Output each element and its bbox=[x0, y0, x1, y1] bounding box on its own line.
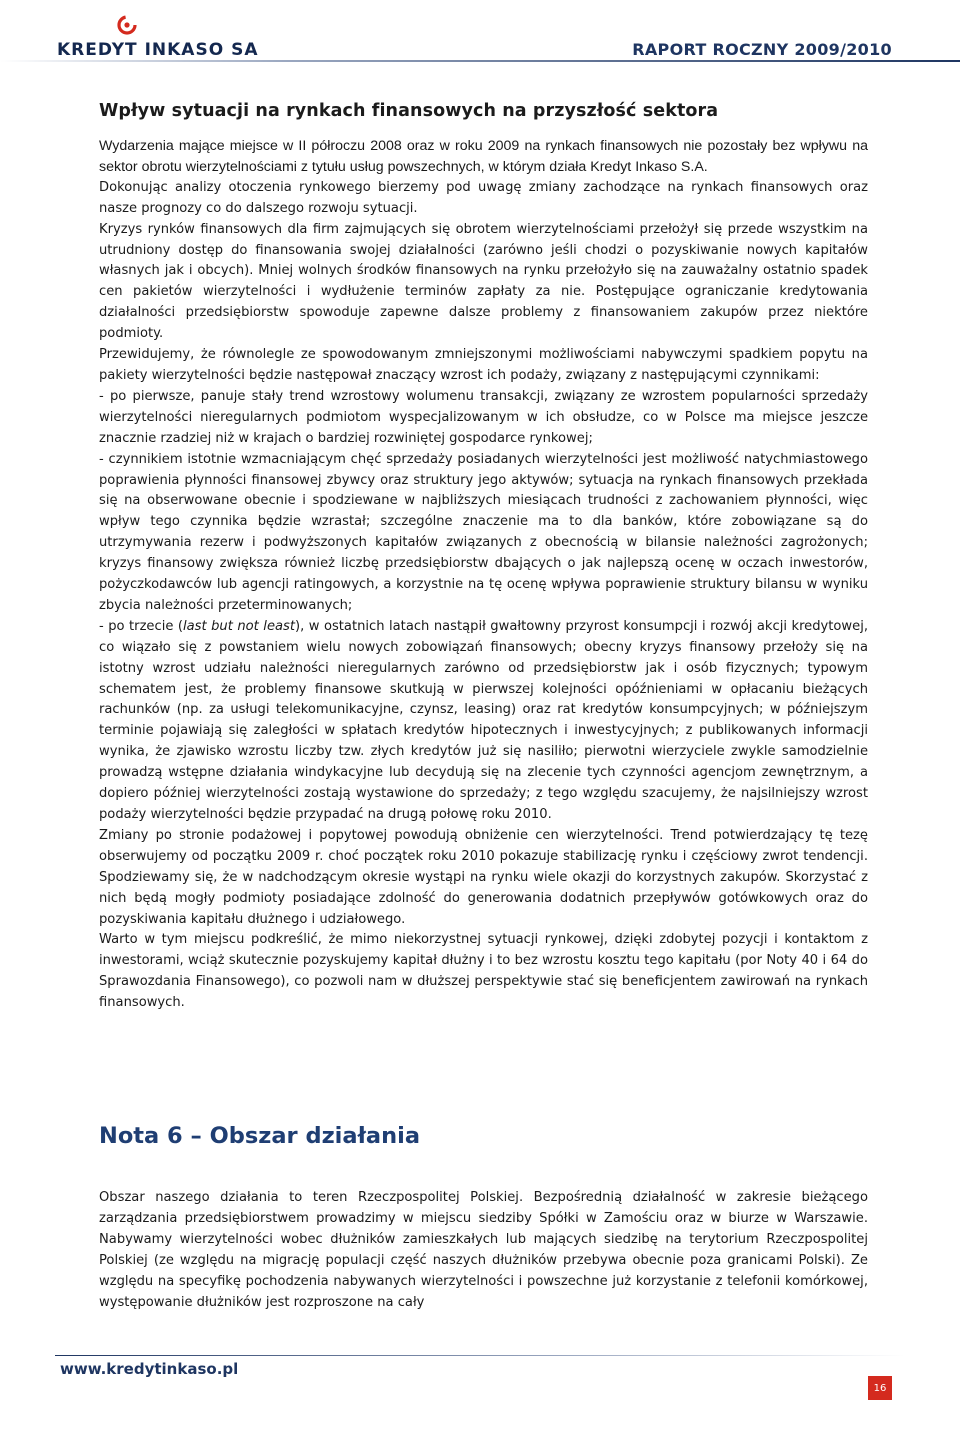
third-point-prefix: - po trzecie ( bbox=[99, 618, 183, 634]
footer-divider bbox=[55, 1355, 905, 1356]
section-market-impact bbox=[99, 98, 868, 1014]
nota-6-heading: Nota 6 – Obszar działania bbox=[99, 1123, 421, 1149]
third-point-italic: last but not least bbox=[183, 618, 295, 634]
page-header bbox=[0, 0, 960, 70]
paragraph-area: Obszar naszego działania to teren Rzeczpospolitej Polskiej. Bezpośrednią działalność w zakresie bieżącego zarządzania przedsiębiorstwem prowadzimy w miejscu siedziby Spółki w Zamościu oraz w biurze w Warszawie. Nabywamy wierzytelności wobec dłużników zamieszkałych lub mających siedzibę na terytorium Rzeczpospolitej Polskiej (ze względu na migrację populacji część naszych dłużników przebywa obecnie poza granicami Polski). Ze względu na specyfikę pochodzenia nabywanych wierzytelności i powszechne już korzystanie z telefonii komórkowej, występowanie dłużników jest rozproszone na cały bbox=[99, 1190, 868, 1310]
list-item-second: - czynnikiem istotnie wzmacniającym chęć sprzedaży posiadanych wierzytelności jest możliwość natychmiastowego poprawienia płynności finansowej zbywcy oraz struktury jego aktywów; sytuacja na rynkach finansowych przekłada się na obserwowane obecnie i spodziewane w najbliższych miesiącach trudności z zachowaniem płynności, więc wpływ tego czynnika będzie wzrastał; szczególne znaczenie ma to dla banków, które zobowiązane są do utrzymywania rezerw i podwyższonych kapitałów związanych z obecnością w bilansie należności zagrożonych; kryzys finansowy zwiększa również liczbę przedsiębiorstw dbających o jak najlepszą ocenę w oczach inwestorów, pożyczkodawców lub agencji ratingowych, a korzystnie na tę ocenę wpływa poprawienie struktury bilansu w wyniku zbycia należności przeterminowanych; bbox=[99, 451, 868, 613]
paragraph-price-changes: Zmiany po stronie podażowej i popytowej powodują obniżenie cen wierzytelności. Trend potwierdzający tę tezę obserwujemy od początku 2009 r. choć początek roku 2010 pokazuje stabilizację rynku i częściowy zwrot tendencji. Spodziewamy się, że w nadchodzącym okresie wystąpi na rynku wiele okazji do korzystnych zakupów. Skorzystać z nich będą mogły podmioty posiadające zdolność do generowania dodatnich przepływów gotówkowych oraz do pozyskiwania kapitału dłużnego i udziałowego. bbox=[99, 827, 868, 927]
page-number: 16 bbox=[868, 1376, 892, 1400]
list-item-third bbox=[99, 617, 868, 826]
paragraph-4: Przewidujemy, że równolegle ze spowodowanym zmniejszonymi możliwościami nabywczymi spadkiem popytu na pakiety wierzytelności będzie następował znaczący wzrost ich podaży, związany z następującymi czynnikami: bbox=[99, 347, 868, 383]
website-link[interactable]: www.kredytinkaso.pl bbox=[60, 1360, 239, 1378]
kredyt-inkaso-logo-icon bbox=[117, 15, 137, 35]
section-heading: Wpływ sytuacji na rynkach finansowych na przyszłość sektora bbox=[99, 101, 719, 121]
third-point-suffix: ), w ostatnich latach nastąpił gwałtowny przyrost konsumpcji i rozwój akcji kredytowej, co wiązało się z powstaniem wielu nowych zobowiązań finansowych; obecny kryzys finansowy przełoży się na istotny wzrost udziału należności nieregularnych zarówno od przedsiębiorstw jak i osób fizycznych; typowym schematem jest, że problemy finansowe skutkują w pierwszej kolejności opóźnieniami w opłacaniu bieżących rachunków (np. za usługi telekomunikacyjne, czynsz, leasing) oraz rat kredytów konsumpcyjnych; w późniejszym terminie pojawiają się zaległości w spłatach kredytów hipotecznych i inwestycyjnych; z publikowanych informacji wynika, że zjawisko wzrostu liczby tzw. złych kredytów już się nasiliło; pierwotni wierzyciele zwykle samodzielnie prowadzą wstępne działania windykacyjne lub decydują się na zlecenie tych czynności agencjom zewnętrznym, a dopiero później wierzytelności zostają wystawione do sprzedaży; z tego względu szacujemy, że najsilniejszy wzrost podaży wierzytelności będzie przypadać na drugą połowę roku 2010. bbox=[99, 618, 868, 822]
page-footer bbox=[0, 1350, 960, 1437]
paragraph-capital: Warto w tym miejscu podkreślić, że mimo niekorzystnej sytuacji rynkowej, dzięki zdobytej pozycji i kontaktom z inwestorami, wciąż skutecznie pozyskujemy kapitał dłużny i to bez wzrostu kosztu tego kapitału (por Noty 40 i 64 do Sprawozdania Finansowego), co pozwoli nam w dłuższej perspektywie stać się beneficjentem zawirowań na rynkach finansowych. bbox=[99, 932, 868, 1011]
paragraph-3: Kryzys rynków finansowych dla firm zajmujących się obrotem wierzytelnościami przełożył się przede wszystkim na utrudniony dostęp do finansowania swojej działalności (zarówno jeśli chodzi o pozyskiwanie nowych kapitałów własnych jak i obcych). Mniej wolnych środków finansowych na rynku przełożyło się na zauważalny ostatnio spadek cen pakietów wierzytelności i wydłużenie terminów zapłaty za nie. Postępujące ograniczanie kredytowania działalności przedsiębiorstw spowoduje zapewne dalsze problemy z finansowaniem zakupów przez niektóre podmioty. bbox=[99, 221, 868, 342]
paragraph-2: Dokonując analizy otoczenia rynkowego bierzemy pod uwagę zmiany zachodzące na rynkach finansowych oraz nasze prognozy co do dalszego rozwoju sytuacji. bbox=[99, 179, 868, 216]
paragraph-1: Wydarzenia mające miejsce w II półroczu 2008 oraz w roku 2009 na rynkach finansowych nie pozostały bez wpływu na sektor obrotu wierzytelnościami z tytułu usług powszechnych, w którym działa Kredyt Inkaso S.A. bbox=[99, 138, 868, 175]
report-title: RAPORT ROCZNY 2009/2010 bbox=[632, 40, 892, 59]
header-divider bbox=[0, 60, 960, 62]
section-area-of-operation bbox=[99, 1188, 868, 1313]
company-logo-text: KREDYT INKASO SA bbox=[57, 40, 259, 60]
list-item-first: - po pierwsze, panuje stały trend wzrostowy wolumenu transakcji, związany ze wzrostem popularności sprzedaży wierzytelności nieregularnych podmiotom wyspecjalizowanym w ich obsłudze, co w Polsce ma miejsce jeszcze znacznie rzadziej niż w krajach o bardziej rozwiniętej gospodarce rynkowej; bbox=[99, 388, 868, 446]
